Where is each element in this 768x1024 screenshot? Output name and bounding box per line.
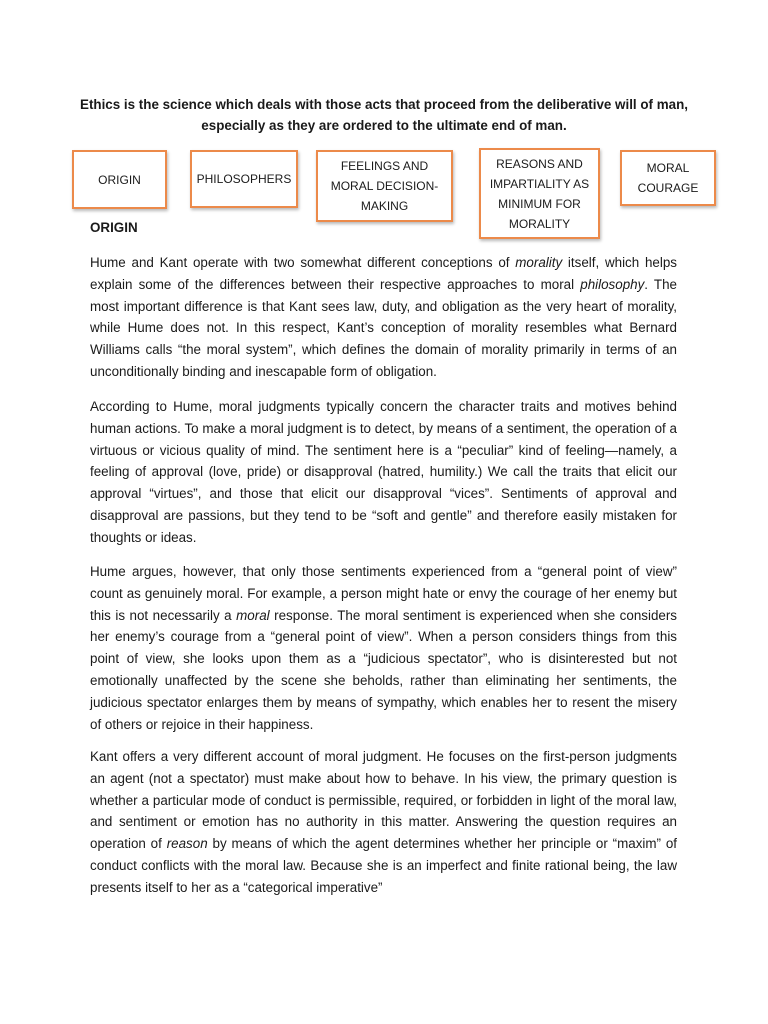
moral-courage-box[interactable]: [620, 150, 716, 206]
paragraph-3-text-b: response. The moral sentiment is experienced when she considers her enemy’s courage from a “general point of view”. When a person considers things from this point of view, she looks upon them as a “judicious spectator”, who is disinterested but not emotionally unaffected by the scene she beholds, rather than eliminating her sentiments, the judicious spectator enlarges them by means of sympathy, which enables her to resent the misery of others or rejoice in their happiness.: [90, 607, 677, 732]
paragraph-2: According to Hume, moral judgments typically concern the character traits and motives behind human actions. To make a moral judgment is to detect, by means of a sentiment, the operation of a virtuous or vicious quality of mind. The sentiment here is a “peculiar” kind of feeling—namely, a feeling of approval (love, pride) or disapproval (hatred, humility.) We call the traits that elicit our approval “virtues”, and those that elicit our disapproval “vices”. Sentiments of approval and disapproval are passions, but they tend to be “soft and gentle” and therefore easily mistaken for thoughts or ideas.: [90, 399, 677, 545]
philosophers-box[interactable]: [190, 150, 298, 208]
reasons-box[interactable]: [479, 148, 600, 239]
page-heading: Ethics is the science which deals with those acts that proceed from the deliberative will of man, especially as they are ordered to the ultimate end of man.: [80, 97, 688, 133]
paragraph-4: [90, 746, 677, 899]
paragraph-3-text-a: Hume argues, however, that only those sentiments experienced from a “general point of view” count as genuinely moral. For example, a person might hate or envy the courage of her enemy but this is not necessarily a: [90, 564, 677, 623]
paragraph-4-emphasis-reason: reason: [166, 836, 208, 852]
paragraph-1-emphasis-philosophy: philosophy: [580, 276, 645, 292]
origin-box-label: ORIGIN: [98, 172, 141, 187]
paragraph-1-emphasis-morality: morality: [515, 255, 563, 270]
feelings-box[interactable]: [316, 150, 453, 222]
paragraph-1-text-a: Hume and Kant operate with two somewhat different conceptions of: [90, 255, 516, 270]
paragraph-3: [90, 561, 677, 735]
section-title: ORIGIN: [90, 220, 138, 235]
feelings-box-label: FEELINGS AND MORAL DECISION-MAKING: [330, 159, 439, 213]
paragraph-1-text-c: . The most important difference is that Kant sees law, duty, and obligation as the very heart of morality, while Hume does not. In this respect, Kant’s conception of morality resembles what Bernard Williams calls “the moral system”, which defines the domain of morality primarily in terms of an unconditionally binding and inescapable form of obligation.: [90, 276, 678, 379]
paragraph-1-text-b: itself, which helps explain some of the differences between their respective approaches to moral: [90, 255, 677, 292]
philosophers-box-label: PHILOSOPHERS: [196, 172, 292, 186]
origin-box[interactable]: [72, 150, 167, 209]
paragraph-1: [90, 252, 677, 383]
paragraph-4-text-a: Kant offers a very different account of moral judgment. He focuses on the first-person judgments an agent (not a spectator) must make about how to behave. In his view, the primary question is whether a particular mode of conduct is permissible, required, or forbidden in light of the moral law, and sentiment or emotion has no authority in this matter. Answering the question requires an operation of: [90, 749, 677, 852]
paragraph-3-emphasis-moral: moral: [236, 607, 270, 623]
moral-courage-box-label: MORAL COURAGE: [637, 161, 699, 195]
reasons-box-label: REASONS AND IMPARTIALITY AS MINIMUM FOR MORALITY: [489, 156, 590, 231]
paragraph-4-text-b: by means of which the agent determines whether her principle or “maxim” of conduct conflicts with the moral law. Because she is an imperfect and finite rational being, the law presents itself to her as a “categorical imperative”: [90, 836, 677, 895]
